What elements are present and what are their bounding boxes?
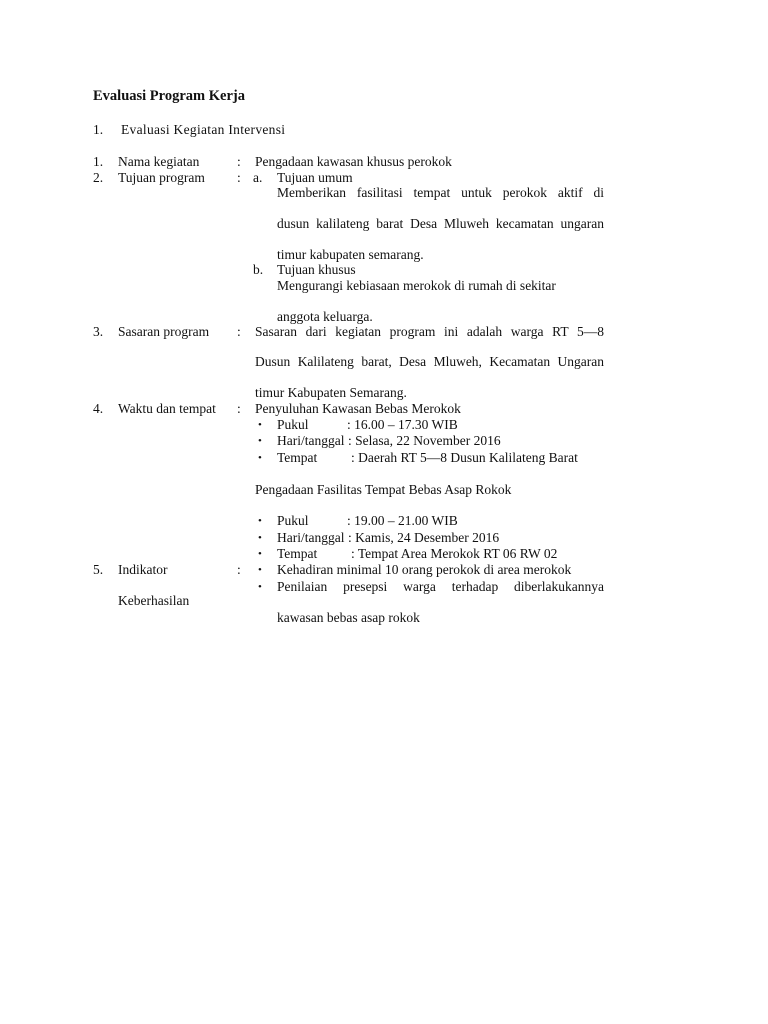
item-1-colon: :: [237, 154, 241, 169]
item-3-number: 3.: [93, 324, 104, 339]
item-4-label: Waktu dan tempat: [118, 401, 216, 416]
subitem-a-line-1: Memberikan fasilitasi tempat untuk perokok aktif di: [277, 185, 604, 200]
item-3-label: Sasaran program: [118, 324, 210, 339]
indicator-1-line-1: Kehadiran minimal 10 orang perokok di area merokok: [277, 562, 572, 577]
item-5-label-line-1: Indikator: [118, 562, 168, 577]
indicator-2-line-1: Penilaian presepsi warga terhadap diberlakukannya: [277, 579, 604, 594]
indicator-2-line-2: kawasan bebas asap rokok: [277, 610, 420, 625]
event-1-detail-3-key: Tempat: [277, 450, 318, 465]
item-2-label: Tujuan program: [118, 170, 205, 185]
event-1-detail-2-value: : Selasa, 22 November 2016: [348, 433, 501, 448]
item-4-colon: :: [237, 401, 241, 416]
event-1-detail-1-value: : 16.00 – 17.30 WIB: [347, 417, 458, 432]
event-1-detail-2-key: Hari/tanggal: [277, 433, 345, 448]
bullet-icon: •: [258, 532, 262, 544]
item-1-label: Nama kegiatan: [118, 154, 200, 169]
bullet-icon: •: [258, 581, 262, 593]
subitem-b-marker: b.: [253, 262, 264, 277]
item-3-line-3: timur Kabupaten Semarang.: [255, 385, 407, 400]
subitem-a-heading: Tujuan umum: [277, 170, 353, 185]
event-2-detail-1-value: : 19.00 – 21.00 WIB: [347, 513, 458, 528]
item-5-label-line-2: Keberhasilan: [118, 593, 190, 608]
subitem-a-marker: a.: [253, 170, 263, 185]
item-3-line-2: Dusun Kalilateng barat, Desa Mluweh, Kecamatan Ungaran: [255, 354, 604, 369]
item-2-colon: :: [237, 170, 241, 185]
event-2-detail-1-key: Pukul: [277, 513, 309, 528]
event-1-name: Penyuluhan Kawasan Bebas Merokok: [255, 401, 461, 416]
section-heading: Evaluasi Kegiatan Intervensi: [121, 122, 286, 137]
item-3-line-1: Sasaran dari kegiatan program ini adalah warga RT 5—8: [255, 324, 604, 339]
event-2-detail-2-key: Hari/tanggal: [277, 530, 345, 545]
event-2-detail-3-value: : Tempat Area Merokok RT 06 RW 02: [351, 546, 558, 561]
event-1-detail-1-key: Pukul: [277, 417, 309, 432]
bullet-icon: •: [258, 564, 262, 576]
bullet-icon: •: [258, 419, 262, 431]
event-2-detail-3-key: Tempat: [277, 546, 318, 561]
item-4-number: 4.: [93, 401, 104, 416]
subitem-b-line-2: anggota keluarga.: [277, 309, 373, 324]
bullet-icon: •: [258, 548, 262, 560]
subitem-b-heading: Tujuan khusus: [277, 262, 356, 277]
item-3-colon: :: [237, 324, 241, 339]
item-1-value: Pengadaan kawasan khusus perokok: [255, 154, 452, 169]
bullet-icon: •: [258, 452, 262, 464]
item-5-colon: :: [237, 562, 241, 577]
bullet-icon: •: [258, 435, 262, 447]
event-2-name: Pengadaan Fasilitas Tempat Bebas Asap Rokok: [255, 482, 512, 497]
item-2-number: 2.: [93, 170, 104, 185]
subitem-b-line-1: Mengurangi kebiasaan merokok di rumah di sekitar: [277, 278, 556, 293]
event-2-detail-2-value: : Kamis, 24 Desember 2016: [348, 530, 500, 545]
item-5-number: 5.: [93, 562, 104, 577]
subitem-a-line-3: timur kabupaten semarang.: [277, 247, 424, 262]
section-number: 1.: [93, 122, 104, 137]
item-1-number: 1.: [93, 154, 104, 169]
event-1-detail-3-value: : Daerah RT 5—8 Dusun Kalilateng Barat: [351, 450, 578, 465]
bullet-icon: •: [258, 515, 262, 527]
subitem-a-line-2: dusun kalilateng barat Desa Mluweh kecamatan ungaran: [277, 216, 604, 231]
document-title: Evaluasi Program Kerja: [93, 88, 245, 104]
